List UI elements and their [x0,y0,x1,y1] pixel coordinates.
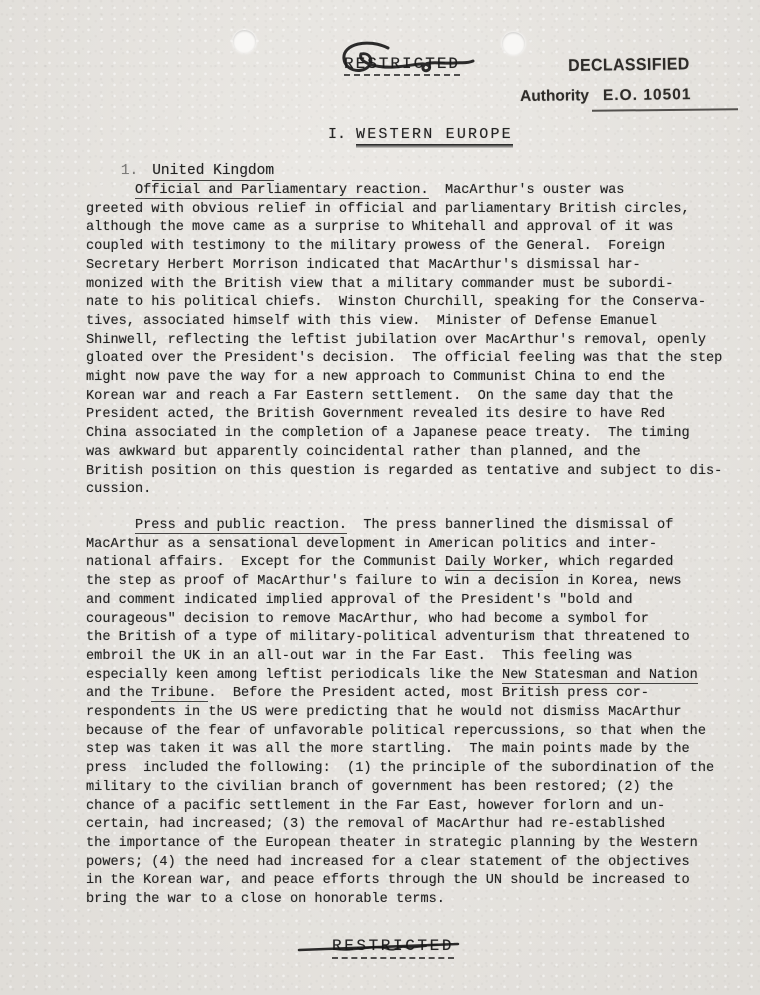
text-line [86,388,734,407]
text-segment: military to the civilian branch of government has been restored; (2) the [86,779,674,795]
text-line [86,350,734,369]
top-classification-stamp: RESTRICTED [344,55,460,76]
text-segment: The press bannerlined the dismissal of [347,518,674,533]
punch-hole-left [233,30,256,53]
text-segment: Secretary Herbert Morrison indicated that MacArthur's dismissal har- [86,257,641,273]
text-line [86,517,734,536]
text-line [86,573,734,592]
text-segment: Korean war and reach a Far Eastern settlement. On the same day that the [86,388,674,404]
text-segment: and comment indicated implied approval of the President's "bold and [86,592,633,608]
underlined-text-segment: Tribune [151,686,209,702]
section-title: WESTERN EUROPE [356,126,513,143]
text-segment: chance of a pacific settlement in the Far East, however forlorn and un- [86,798,666,814]
text-line [86,481,734,500]
text-line [86,554,734,573]
text-segment: the British of a type of military-political adventurism that threatened to [86,630,690,646]
text-segment: nate to his political chiefs. Winston Churchill, speaking for the Conserva- [86,295,706,311]
authority-stamp [520,86,742,106]
text-line [86,891,734,910]
text-segment: embroil the UK in an all-out war in the Far East. This feeling was [86,648,633,664]
text-line [86,463,734,482]
underlined-text-segment: Press and public reaction. [134,518,348,533]
text-segment: courageous" decision to remove MacArthur, who had become a symbol for [86,611,649,627]
punch-hole-right [502,32,525,55]
text-segment: respondents in the US were predicting that he would not dismiss MacArthur [86,705,682,721]
text-line [86,723,734,742]
text-line [86,667,734,686]
text-segment [86,518,135,533]
text-line [86,760,734,779]
text-line [86,779,734,798]
paragraph-official-parliamentary-reaction [86,182,734,500]
text-line [86,369,734,388]
text-segment: British position on this question is regarded as tentative and subject to dis- [86,463,723,479]
text-line [86,835,734,854]
text-line [86,276,734,295]
text-segment: especially keen among leftist periodicals like the [86,667,503,683]
text-line [86,201,734,220]
text-segment: China associated in the completion of a Japanese peace treaty. The timing [86,426,690,442]
text-segment: bring the war to a close on honorable terms. [86,892,445,908]
text-segment: and the [86,686,152,702]
text-segment: greeted with obvious relief in official and parliamentary British circles, [86,201,690,217]
text-line [86,648,734,667]
text-segment: step was taken it was all the more startling. The main points made by the [86,742,690,758]
underlined-text-segment: Daily Worker [444,555,543,571]
text-segment: was awkward but apparently coincidental rather than planned, and the [86,444,641,460]
text-line [86,536,734,555]
subsection-title: United Kingdom [152,163,275,179]
bottom-classification-stamp: RESTRICTED [332,937,454,959]
text-line [86,238,734,257]
text-line [86,854,734,873]
authority-value: E.O. 10501 [602,86,692,105]
text-segment: coupled with testimony to the military prowess of the General. Foreign [86,239,666,255]
text-line [86,219,734,238]
section-number: I. [328,126,347,143]
paragraph-press-public-reaction [86,517,734,910]
text-line [86,685,734,704]
text-line [86,872,734,891]
text-segment: , which regarded [542,555,674,571]
text-line [86,294,734,313]
text-segment: MacArthur's ouster was [428,183,625,198]
text-line [86,182,734,201]
text-segment: powers; (4) the need had increased for a clear statement of the objectives [86,854,690,870]
text-segment: might now pave the way for a new approach to Communist China to end the [86,370,666,386]
text-segment: press included the following: (1) the principle of the subordination of the [86,761,715,777]
text-line [86,798,734,817]
authority-underline [592,108,738,112]
text-segment: gloated over the President's decision. The official feeling was that the step [86,351,723,367]
text-line [86,704,734,723]
authority-label: Authority [520,87,590,105]
underlined-text-segment: Official and Parliamentary reaction. [134,183,429,198]
text-segment: Shinwell, reflecting the leftist jubilation over MacArthur's removal, openly [86,332,706,348]
text-segment: certain, had increased; (3) the removal of MacArthur had re-established [86,817,666,833]
text-line [86,257,734,276]
section-heading [292,109,513,160]
text-segment: President acted, the British Government revealed its desire to have Red [86,407,666,423]
text-segment: although the move came as a surprise to Whitehall and approval of it was [86,220,674,236]
text-line [86,332,734,351]
text-segment: national affairs. Except for the Communist [86,555,445,571]
text-line [86,425,734,444]
text-segment: because of the fear of unfavorable political repercussions, so that when the [86,723,706,739]
text-segment [86,183,135,198]
text-line [86,313,734,332]
text-segment: in the Korean war, and peace efforts through the UN should be increased to [86,873,690,889]
text-line [86,629,734,648]
text-segment: the importance of the European theater in strategic planning by the Western [86,835,698,851]
text-segment: tives, associated himself with this view. Minister of Defense Emanuel [86,313,658,329]
underlined-text-segment: New Statesman and Nation [502,667,698,683]
text-segment: . Before the President acted, most British press cor- [208,686,649,702]
text-segment: the step as proof of MacArthur's failure to win a decision in Korea, news [86,574,682,590]
text-segment: MacArthur as a sensational development in American politics and inter- [86,536,658,552]
declassified-stamp: DECLASSIFIED [568,54,690,75]
text-line [86,816,734,835]
text-segment: cussion. [86,482,152,498]
text-line [86,444,734,463]
text-line [86,592,734,611]
subsection-number: 1. [120,163,139,179]
text-line [86,611,734,630]
text-line [86,406,734,425]
text-segment: monized with the British view that a military commander must be subordi- [86,276,674,292]
text-line [86,741,734,760]
